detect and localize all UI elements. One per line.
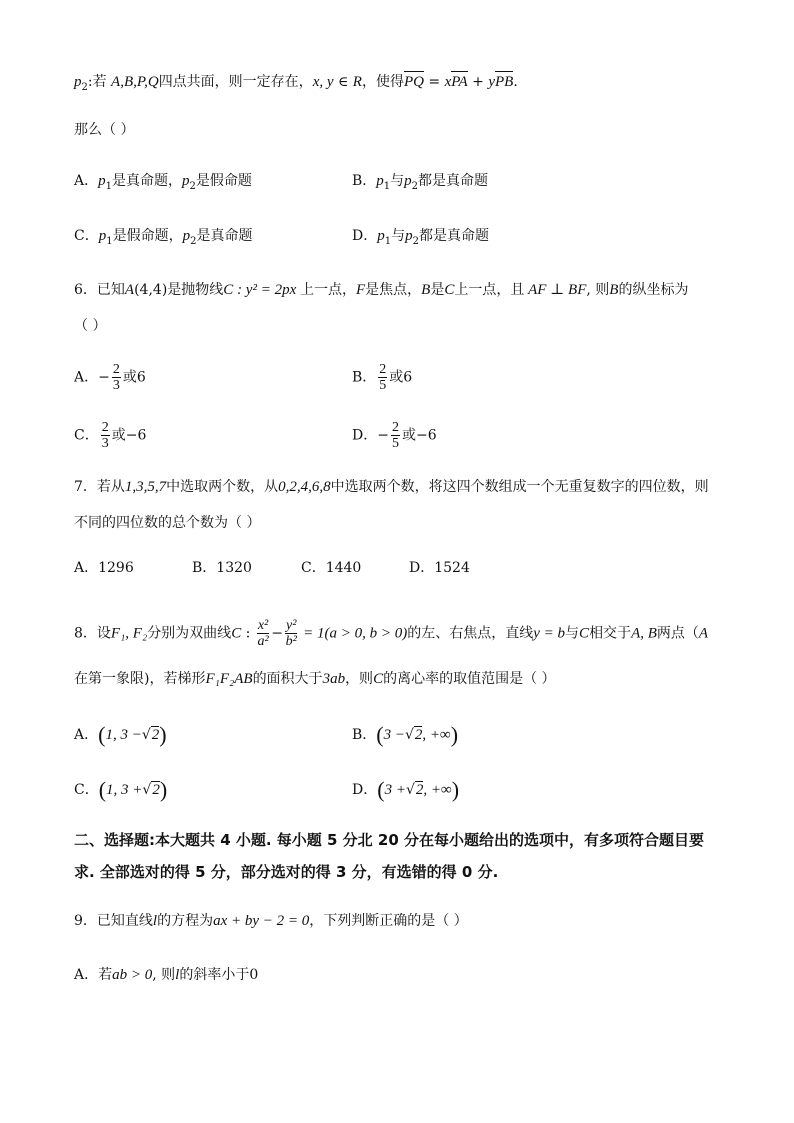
p2-text1: :若: [87, 74, 112, 90]
q6-c-num: 2: [101, 420, 109, 435]
q9-eq: ax + by − 2 = 0: [213, 913, 310, 929]
q6-s7: , 则: [586, 282, 610, 298]
q5-b-sub1: 1: [383, 180, 391, 192]
then-prompt: 那么（ ）: [74, 122, 135, 138]
q5-d-text1: 与: [391, 228, 406, 244]
p2-y: y: [488, 74, 495, 90]
q5-option-b[interactable]: [352, 171, 488, 197]
q6-s2: 是抛物线: [167, 282, 224, 298]
q6-option-d[interactable]: [352, 420, 437, 451]
p2-subscript: 2: [81, 81, 88, 93]
q5-a-sub2: 2: [189, 180, 196, 192]
q9-a-l: l: [175, 967, 180, 983]
q6-a-den: 3: [112, 378, 120, 393]
q5-c-sub2: 2: [190, 235, 197, 247]
q8-b-expr: 3 −: [383, 727, 405, 743]
q9-a-cond: ab > 0: [112, 967, 153, 983]
q6-s6: 上一点，且: [454, 282, 525, 298]
q8-b-tail: , +∞: [422, 727, 451, 743]
p2-points: A,B,P,Q: [111, 74, 159, 90]
q7-set1: 1,3,5,7: [124, 479, 167, 495]
q9-s2: 的方程为: [157, 913, 214, 929]
q8-s1: 8．设: [74, 625, 111, 642]
q8-option-d[interactable]: [352, 777, 460, 802]
p2-end: .: [513, 74, 518, 90]
q8-d-label: D．: [352, 782, 378, 798]
q9-a-s3: 的斜率小于: [179, 967, 250, 983]
q7-stem: [74, 477, 709, 497]
q6-a-tail: 或6: [122, 369, 146, 386]
q8-a-expr: 1, 3 −: [105, 727, 142, 743]
q5-option-a[interactable]: [74, 171, 252, 197]
q5-d-p2: p: [405, 228, 413, 244]
p2-xy: x, y: [312, 74, 334, 90]
q7-option-b[interactable]: B．1320: [192, 560, 252, 576]
q5-a-sub1: 1: [105, 180, 112, 192]
q7-s1: 7．若从: [74, 479, 125, 495]
q6-B2: B: [609, 282, 619, 298]
q5-d-text2: 都是真命题: [418, 228, 489, 244]
p2-statement: [74, 72, 518, 98]
q8-b-lparen: (: [376, 722, 384, 747]
q5-b-text2: 都是真命题: [418, 173, 489, 189]
q5-a-label: A．: [74, 173, 99, 189]
q5-b-p: p: [376, 173, 384, 189]
q8-a-radicand: 2: [151, 727, 160, 743]
q8-foci: F₁, F₂: [110, 625, 148, 642]
q9-stem: [74, 911, 468, 931]
q7-set2: 0,2,4,6,8: [278, 479, 331, 495]
q8-l2c: ，则: [345, 671, 374, 687]
q8-b-label: B．: [352, 727, 377, 743]
q5-d-p: p: [377, 228, 385, 244]
q5-b-label: B．: [352, 173, 377, 189]
q7-option-a[interactable]: A．1296: [74, 560, 134, 576]
q7-option-c[interactable]: C．1440: [301, 560, 362, 576]
q6-option-b[interactable]: [352, 362, 412, 393]
q5-b-p2: p: [404, 173, 412, 189]
p2-x: x: [444, 74, 452, 90]
q6-c-label: C．: [74, 427, 99, 444]
q8-A: A: [698, 625, 709, 642]
q8-c-label: C．: [74, 782, 99, 798]
q6-option-c[interactable]: [74, 420, 146, 451]
p2-R: R: [352, 74, 362, 90]
q6-a-label: A．: [74, 369, 99, 386]
q8-l2d: 的离心率的取值范围是（ ）: [383, 671, 556, 687]
q6-perp: AF ⊥ BF: [524, 282, 587, 298]
q6-paren: （ ）: [74, 318, 107, 334]
q6-d-den: 5: [391, 436, 399, 451]
q5-a-text1: 是真命题，: [112, 173, 182, 189]
q8-y-den: b²: [285, 634, 297, 649]
q6-s4: 是焦点，: [365, 282, 422, 298]
q8-y-fraction: [285, 618, 297, 649]
q6-b-den: 5: [379, 378, 387, 393]
q7-s3: 中选取两个数，将这四个数组成一个无重复数字的四位数，则: [330, 479, 709, 495]
q8-b-sqrt-sign: √: [405, 727, 414, 743]
q5-d-sub1: 1: [384, 235, 392, 247]
q8-line: y = b: [533, 625, 566, 642]
q8-b-rparen: ): [450, 722, 459, 747]
q5-c-label: C．: [74, 228, 99, 244]
q8-c-radicand: 2: [152, 782, 160, 798]
q5-c-text1: 是假命题，: [112, 228, 183, 244]
section2-heading: 二、选择题:本大题共 4 小题. 每小题 5 分北 20 分在每小题给出的选项中，有多项符合题目要: [74, 831, 705, 849]
q9-l: l: [152, 913, 158, 929]
q8-d-radicand: 2: [415, 782, 424, 798]
q6-eq: : y² = 2px: [233, 282, 300, 298]
q8-cond: = 1(a > 0, b > 0): [299, 625, 408, 642]
q5-c-p: p: [98, 228, 107, 244]
q8-trapezoid: F₁F₂AB: [205, 671, 253, 687]
q5-c-p2: p: [182, 228, 191, 244]
q8-x-den: a²: [257, 634, 269, 649]
q6-c-den: 3: [101, 436, 109, 451]
q8-c-lparen: (: [98, 777, 107, 802]
p2-in: ∈: [333, 74, 353, 90]
q5-a-p: p: [98, 173, 106, 189]
q8-stem-line2: [74, 669, 556, 689]
q8-a-lparen: (: [98, 722, 106, 747]
q8-s4: 与: [565, 625, 580, 642]
vector-PB: PB: [494, 74, 514, 90]
q6-b-fraction: [378, 362, 387, 393]
q8-a-rparen: ): [159, 722, 167, 747]
q9-a-zero: 0: [249, 967, 259, 983]
q8-d-sqrt-sign: √: [405, 782, 415, 798]
q5-a-text2: 是假命题: [195, 173, 252, 189]
q6-option-a[interactable]: [74, 362, 146, 393]
vector-PQ: PQ: [403, 74, 424, 90]
q6-point: (4,4): [134, 282, 168, 298]
q6-d-tail: 或−6: [401, 427, 437, 444]
q9-a-s2: , 则: [152, 967, 176, 983]
q8-y-num: y²: [285, 618, 297, 633]
q6-c-tail: 或−6: [111, 427, 147, 444]
q8-C3: C: [373, 671, 384, 687]
q8-s6: 两点（: [656, 625, 699, 642]
q6-d-sign: −: [377, 427, 389, 444]
q8-option-c[interactable]: [74, 777, 168, 802]
q5-option-d[interactable]: [352, 226, 489, 252]
q5-option-c[interactable]: [74, 226, 252, 252]
q8-stem: [74, 618, 708, 649]
q6-A: A: [124, 282, 135, 298]
q8-C2: C: [579, 625, 590, 642]
q6-b-tail: 或6: [389, 369, 413, 386]
q8-c-rparen: ): [159, 777, 168, 802]
q6-s1: 6．已知: [74, 282, 125, 298]
q6-a-num: 2: [112, 362, 120, 377]
q8-option-b[interactable]: [352, 722, 459, 747]
q6-a-sign: −: [98, 369, 110, 386]
q6-stem: [74, 280, 688, 300]
q9-option-a[interactable]: [74, 965, 258, 985]
q5-b-text1: 与: [390, 173, 405, 189]
q9-s3: ，下列判断正确的是（ ）: [309, 913, 468, 929]
q8-a-label: A．: [74, 727, 99, 743]
q8-l2b: 的面积大于: [252, 671, 323, 687]
q6-B: B: [421, 282, 431, 298]
q8-c-sqrt-sign: √: [142, 782, 152, 798]
q8-x-num: x²: [257, 618, 269, 633]
q6-d-label: D．: [352, 427, 378, 444]
q5-a-p2: p: [182, 173, 190, 189]
q8-d-lparen: (: [377, 777, 385, 802]
q8-b-radicand: 2: [414, 727, 423, 743]
q6-C2: C: [444, 282, 455, 298]
q6-d-fraction: [391, 420, 400, 451]
q7-stem-line2: 不同的四位数的总个数为（ ）: [74, 515, 261, 531]
p2-symbol: p: [74, 74, 82, 90]
q8-x-fraction: [257, 618, 269, 649]
q5-c-sub1: 1: [106, 235, 113, 247]
q6-s8: 的纵坐标为: [618, 282, 689, 298]
q8-s3: 的左、右焦点，直线: [407, 625, 534, 642]
q6-a-fraction: [112, 362, 121, 393]
p2-eq: =: [423, 74, 445, 90]
q5-c-text2: 是真命题: [196, 228, 253, 244]
q9-a-s1: A．若: [74, 967, 113, 983]
q5-d-sub2: 2: [412, 235, 419, 247]
q8-a-sqrt-sign: √: [141, 727, 151, 743]
q8-d-tail: , +∞: [423, 782, 452, 798]
q8-minus: −: [271, 625, 283, 642]
q6-F: F: [356, 282, 366, 298]
q6-b-label: B．: [352, 369, 377, 386]
p2-text3: ，使得: [361, 74, 404, 90]
q8-colon: :: [241, 625, 255, 642]
q6-b-num: 2: [379, 362, 387, 377]
q9-s1: 9．已知直线: [74, 913, 153, 929]
q6-s3: 上一点，: [300, 282, 356, 298]
p2-plus: +: [467, 74, 489, 90]
q6-c-fraction: [101, 420, 110, 451]
q8-area: 3ab: [322, 671, 346, 687]
q7-option-d[interactable]: D．1524: [409, 560, 470, 576]
q8-AB: A, B: [631, 625, 657, 642]
q6-s5: 是: [430, 282, 445, 298]
q8-s5: 相交于: [589, 625, 632, 642]
q8-C: C: [231, 625, 242, 642]
q8-s2: 分别为双曲线: [147, 625, 232, 642]
p2-text2: 四点共面，则一定存在，: [158, 74, 313, 90]
q6-d-num: 2: [391, 420, 399, 435]
q5-d-label: D．: [352, 228, 378, 244]
q8-c-expr: 1, 3 +: [106, 782, 143, 798]
q6-C: C: [223, 282, 234, 298]
q8-l2a: 在第一象限)，若梯形: [74, 671, 206, 687]
q8-option-a[interactable]: [74, 722, 167, 747]
q7-s2: 中选取两个数，从: [166, 479, 279, 495]
q8-d-expr: 3 +: [384, 782, 406, 798]
vector-PA: PA: [451, 74, 468, 90]
section2-heading-line2: 求. 全部选对的得 5 分，部分选对的得 3 分，有选错的得 0 分.: [74, 863, 499, 881]
q5-b-sub2: 2: [411, 180, 419, 192]
q8-d-rparen: ): [451, 777, 460, 802]
